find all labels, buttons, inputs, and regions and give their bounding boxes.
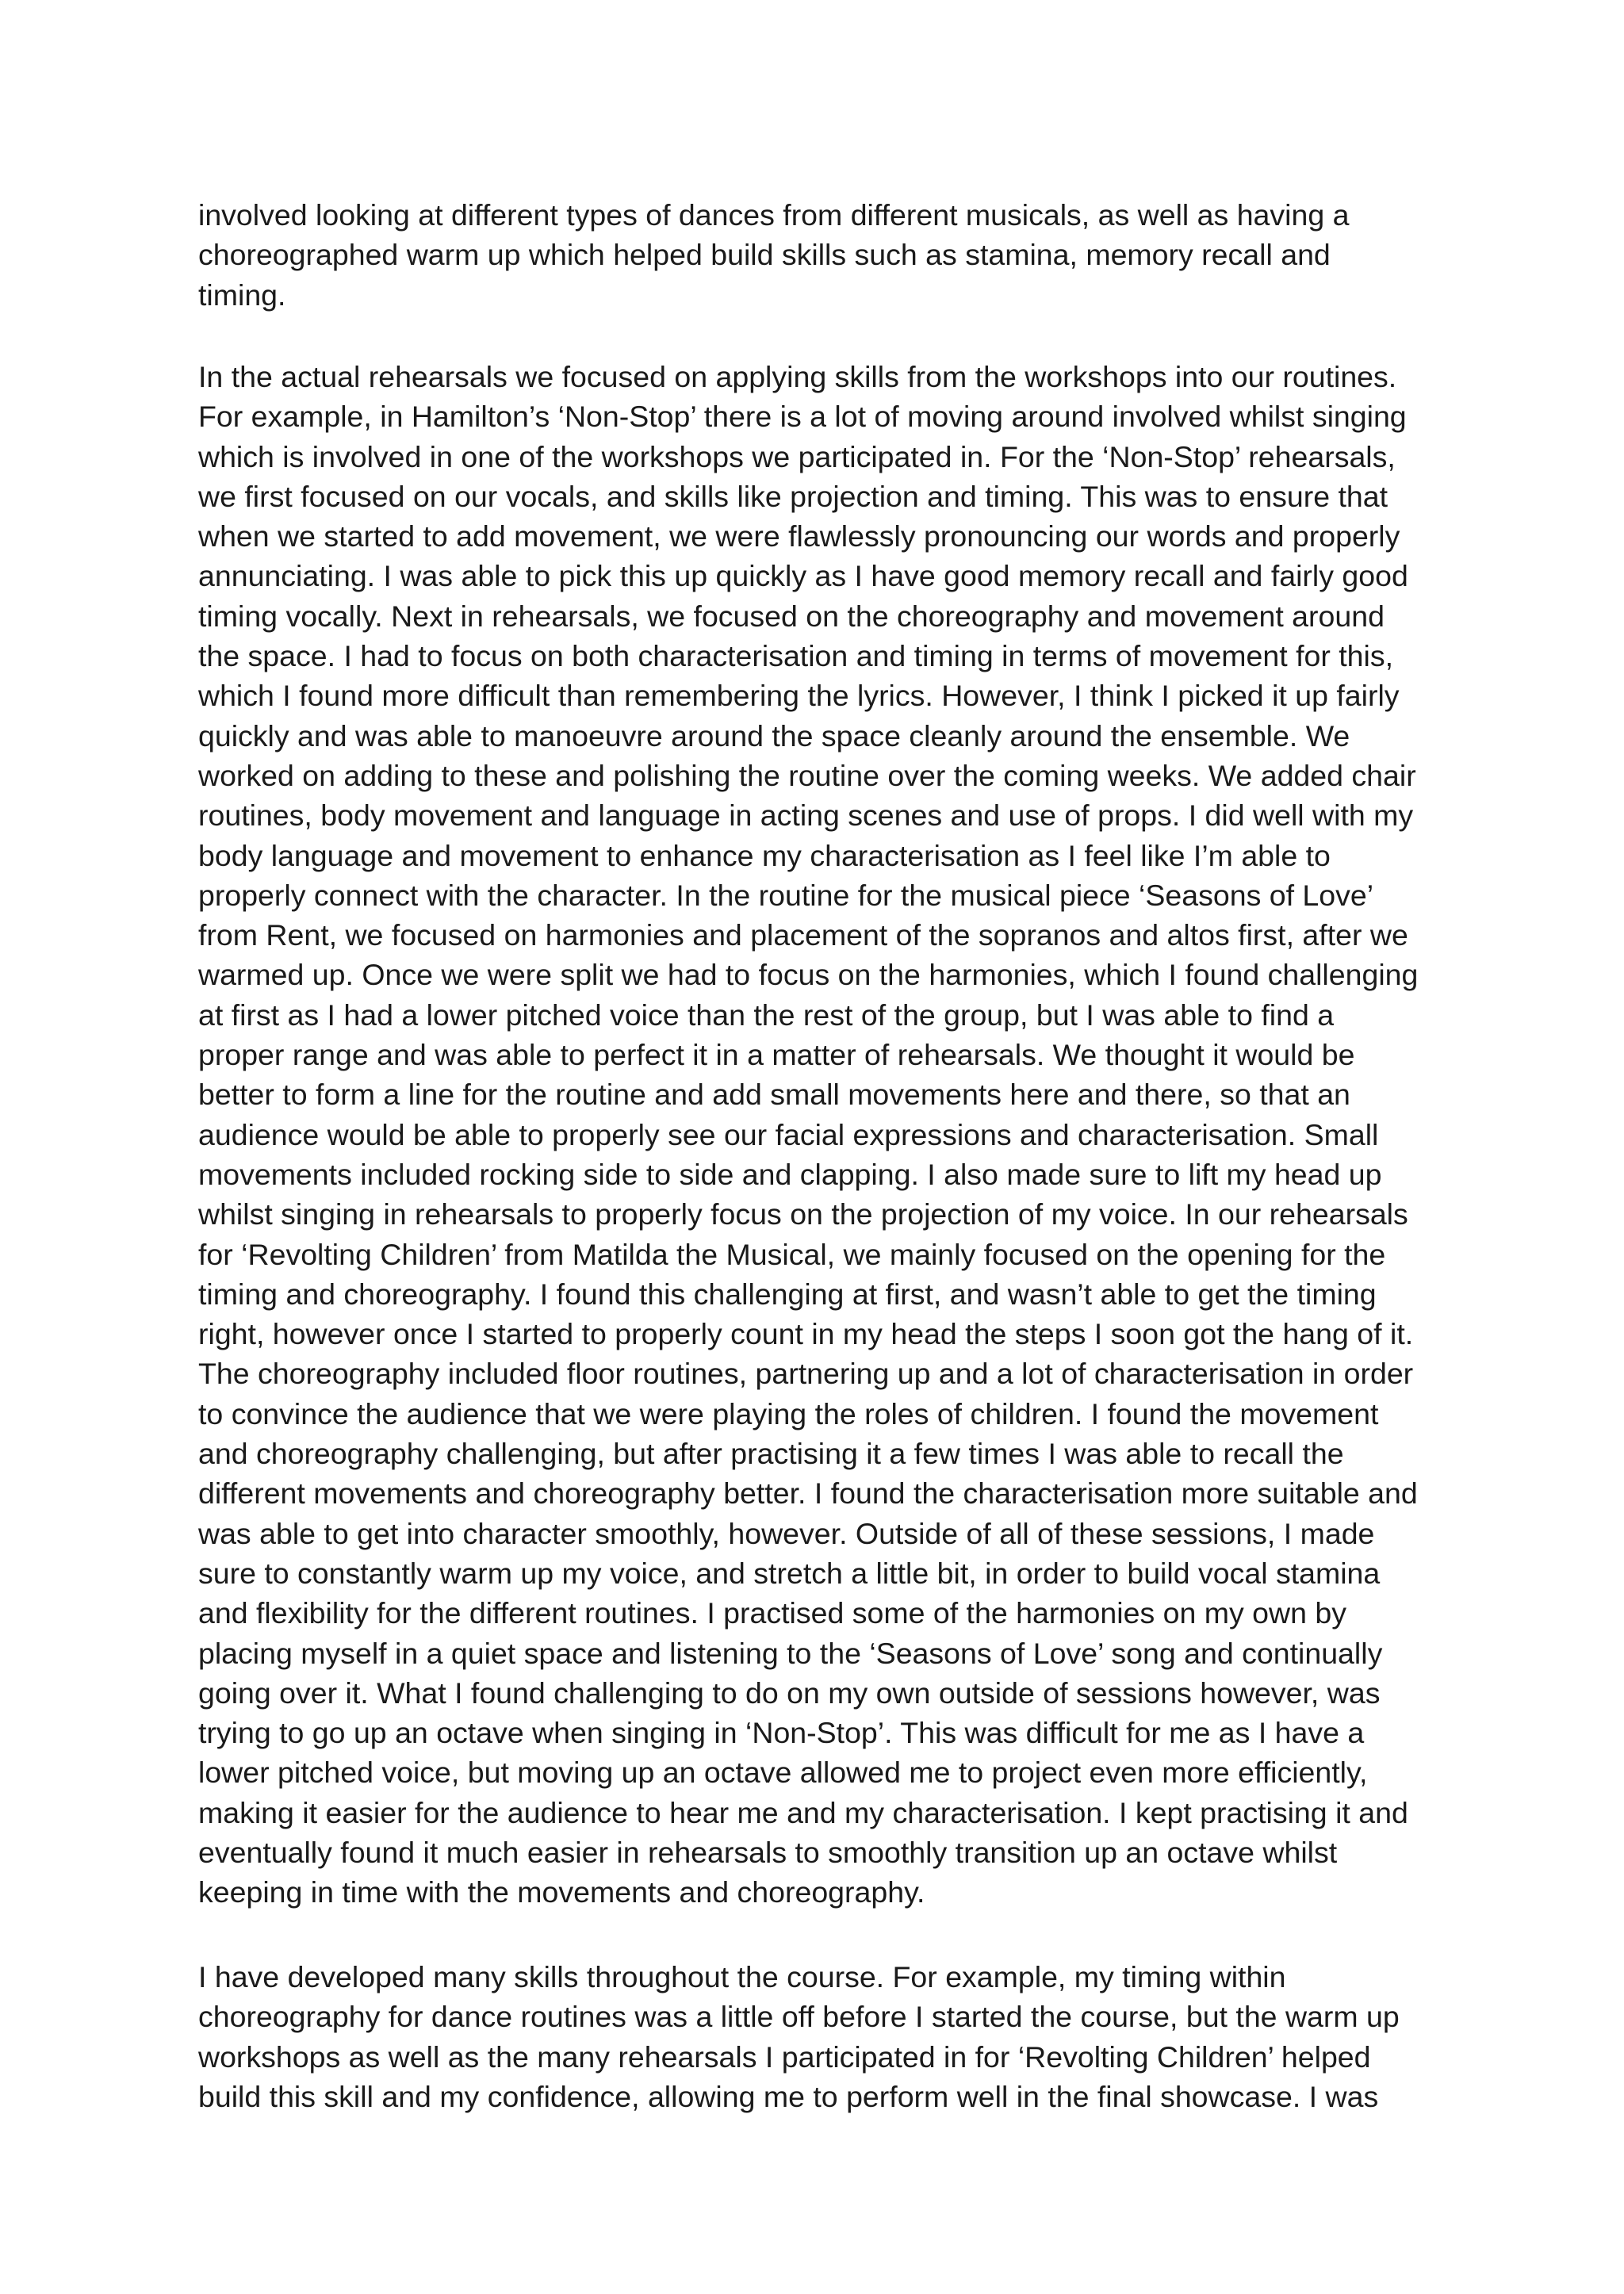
text-line: going over it. What I found challenging to do on my own outside of sessions however, was	[198, 1676, 1381, 1710]
text-line: I have developed many skills throughout the course. For example, my timing within	[198, 1960, 1286, 1993]
text-line: we first focused on our vocals, and skills like projection and timing. This was to ensure that	[198, 479, 1388, 513]
text-line: timing.	[198, 278, 286, 312]
text-line: choreographed warm up which helped build skills such as stamina, memory recall and	[198, 238, 1331, 272]
text-line: The choreography included floor routines, partnering up and a lot of characterisation in order	[198, 1357, 1414, 1391]
text-line: timing and choreography. I found this challenging at first, and wasn’t able to get the timing	[198, 1277, 1377, 1311]
text-line: worked on adding to these and polishing the routine over the coming weeks. We added chair	[198, 758, 1416, 792]
text-line: whilst singing in rehearsals to properly focus on the projection of my voice. In our rehearsals	[198, 1197, 1408, 1231]
text-line: was able to get into character smoothly, however. Outside of all of these sessions, I made	[198, 1516, 1375, 1550]
text-line: trying to go up an octave when singing in ‘Non-Stop’. This was difficult for me as I have a	[198, 1716, 1365, 1750]
text-line: properly connect with the character. In the routine for the musical piece ‘Seasons of Love’	[198, 878, 1374, 912]
text-line: lower pitched voice, but moving up an octave allowed me to project even more efficiently,	[198, 1756, 1368, 1790]
text-line: In the actual rehearsals we focused on applying skills from the workshops into our routines.	[198, 360, 1397, 393]
text-line: from Rent, we focused on harmonies and placement of the sopranos and altos first, after we	[198, 918, 1408, 952]
text-line: quickly and was able to manoeuvre around the space cleanly around the ensemble. We	[198, 718, 1350, 753]
text-line: eventually found it much easier in rehearsals to smoothly transition up an octave whilst	[198, 1835, 1338, 1869]
text-line: and flexibility for the different routines. I practised some of the harmonies on my own by	[198, 1596, 1346, 1630]
text-line: timing vocally. Next in rehearsals, we focused on the choreography and movement around	[198, 599, 1385, 633]
text-line: different movements and choreography better. I found the characterisation more suitable and	[198, 1476, 1418, 1511]
text-line: choreography for dance routines was a little off before I started the course, but the warm up	[198, 2000, 1400, 2034]
text-line: proper range and was able to perfect it in a matter of rehearsals. We thought it would be	[198, 1038, 1355, 1072]
text-line: placing myself in a quiet space and listening to the ‘Seasons of Love’ song and continually	[198, 1636, 1383, 1670]
text-line: keeping in time with the movements and choreography.	[198, 1875, 925, 1909]
text-line: body language and movement to enhance my characterisation as I feel like I’m able to	[198, 838, 1331, 872]
text-line: better to form a line for the routine and add small movements here and there, so that an	[198, 1078, 1350, 1112]
text-line: the space. I had to focus on both characterisation and timing in terms of movement for this,	[198, 639, 1394, 673]
text-line: For example, in Hamilton’s ‘Non-Stop’ there is a lot of moving around involved whilst singing	[198, 400, 1407, 434]
text-line: and choreography challenging, but after practising it a few times I was able to recall the	[198, 1437, 1344, 1471]
text-line: build this skill and my confidence, allowing me to perform well in the final showcase. I was	[198, 2079, 1379, 2113]
text-line: for ‘Revolting Children’ from Matilda the Musical, we mainly focused on the opening for the	[198, 1237, 1386, 1271]
text-line: to convince the audience that we were playing the roles of children. I found the movement	[198, 1396, 1379, 1430]
text-line: when we started to add movement, we were flawlessly pronouncing our words and properly	[198, 519, 1400, 553]
text-line: annunciating. I was able to pick this up quickly as I have good memory recall and fairly good	[198, 559, 1408, 593]
text-line: sure to constantly warm up my voice, and stretch a little bit, in order to build vocal stamina	[198, 1556, 1381, 1590]
paragraph-skills-developed	[198, 1957, 1455, 2116]
text-line: involved looking at different types of dances from different musicals, as well as having a	[198, 198, 1350, 232]
text-line: workshops as well as the many rehearsals I participated in for ‘Revolting Children’ helped	[198, 2039, 1371, 2074]
text-line: audience would be able to properly see our facial expressions and characterisation. Small	[198, 1117, 1379, 1151]
text-line: making it easier for the audience to hear me and my characterisation. I kept practising it and	[198, 1795, 1408, 1829]
text-line: warmed up. Once we were split we had to focus on the harmonies, which I found challenging	[198, 958, 1419, 992]
text-line: at first as I had a lower pitched voice than the rest of the group, but I was able to find a	[198, 998, 1335, 1032]
paragraph-workshops-end	[198, 195, 1455, 315]
text-line: routines, body movement and language in acting scenes and use of props. I did well with my	[198, 798, 1414, 833]
text-line: which is involved in one of the workshops we participated in. For the ‘Non-Stop’ rehearsals,	[198, 439, 1396, 473]
paragraph-rehearsals	[198, 357, 1455, 1913]
text-line: which I found more difficult than remembering the lyrics. However, I think I picked it up fairly	[198, 679, 1400, 713]
text-line: right, however once I started to properly count in my head the steps I soon got the hang of it.	[198, 1317, 1414, 1351]
text-line: movements included rocking side to side and clapping. I also made sure to lift my head up	[198, 1157, 1382, 1191]
